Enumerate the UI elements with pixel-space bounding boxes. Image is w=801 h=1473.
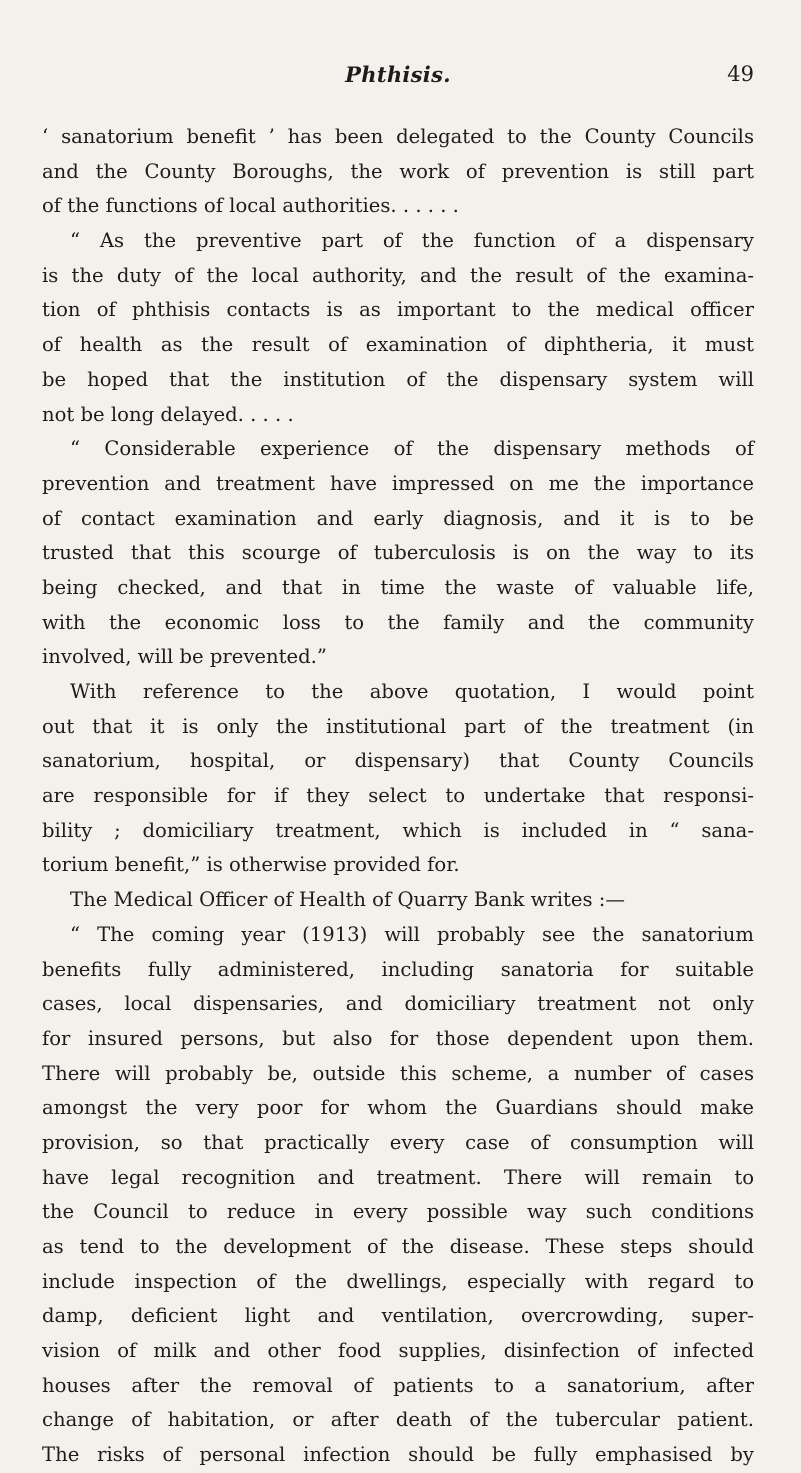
text-line: “ Considerable experience of the dispensary methods of	[70, 437, 754, 461]
text-line: vision of milk and other food supplies, disinfection of infected	[42, 1339, 754, 1363]
text-line: bility ; domiciliary treatment, which is included in “ sana-	[42, 818, 754, 842]
text-line: provision, so that practically every case of consumption will	[42, 1130, 754, 1154]
running-title: Phthisis.	[345, 62, 451, 87]
text-line: out that it is only the institutional part of the treatment (in	[42, 714, 754, 738]
text-line: as tend to the development of the disease. These steps should	[42, 1235, 754, 1258]
text-line: ‘ sanatorium benefit ’ has been delegated to the County Councils	[42, 125, 754, 148]
text-line: and the County Boroughs, the work of prevention is still part	[42, 159, 754, 183]
text-line: is the duty of the local authority, and the result of the examina-	[42, 263, 754, 287]
text-line: “ The coming year (1913) will probably see the sanatorium	[70, 922, 754, 946]
text-line: benefits fully administered, including sanatoria for suitable	[42, 957, 754, 981]
text-line: include inspection of the dwellings, especially with regard to	[42, 1269, 754, 1293]
text-line: The risks of personal infection should be fully emphasised by	[42, 1443, 754, 1467]
text-line: cases, local dispensaries, and domiciliary treatment not only	[42, 992, 754, 1016]
text-line: tion of phthisis contacts is as important to the medical officer	[42, 298, 754, 322]
text-line: involved, will be prevented.”	[42, 645, 327, 669]
page-number: 49	[727, 62, 754, 86]
text-line: damp, deficient light and ventilation, overcrowding, super-	[42, 1304, 754, 1328]
text-line: sanatorium, hospital, or dispensary) that County Councils	[42, 749, 754, 773]
text-line: of contact examination and early diagnosis, and it is to be	[42, 506, 754, 530]
text-line: change of habitation, or after death of the tubercular patient.	[42, 1408, 754, 1432]
text-line: amongst the very poor for whom the Guardians should make	[42, 1096, 754, 1120]
text-line: houses after the removal of patients to a sanatorium, after	[42, 1373, 754, 1397]
running-head	[42, 62, 754, 96]
text-line: trusted that this scourge of tuberculosis is on the way to its	[42, 541, 754, 565]
text-line: with the economic loss to the family and the community	[42, 610, 754, 634]
text-line: being checked, and that in time the waste of valuable life,	[42, 575, 754, 599]
text-line: for insured persons, but also for those dependent upon them.	[42, 1026, 754, 1050]
text-line: There will probably be, outside this scheme, a number of cases	[42, 1061, 754, 1085]
text-line: are responsible for if they select to undertake that responsi-	[42, 784, 754, 808]
text-line: With reference to the above quotation, I would point	[70, 680, 754, 703]
text-line: be hoped that the institution of the dispensary system will	[42, 367, 754, 391]
body-text	[42, 120, 754, 1473]
text-line: torium benefit,” is otherwise provided for.	[42, 853, 460, 877]
text-line: The Medical Officer of Health of Quarry Bank writes :—	[70, 888, 625, 912]
text-line: the Council to reduce in every possible way such conditions	[42, 1200, 754, 1224]
text-line: “ As the preventive part of the function of a dispensary	[70, 229, 754, 253]
text-line: have legal recognition and treatment. There will remain to	[42, 1165, 754, 1189]
text-line: of the functions of local authorities. . . . . .	[42, 194, 459, 218]
text-line: prevention and treatment have impressed on me the importance	[42, 471, 754, 495]
text-line: not be long delayed. . . . .	[42, 402, 294, 426]
text-line: of health as the result of examination of diphtheria, it must	[42, 333, 754, 357]
